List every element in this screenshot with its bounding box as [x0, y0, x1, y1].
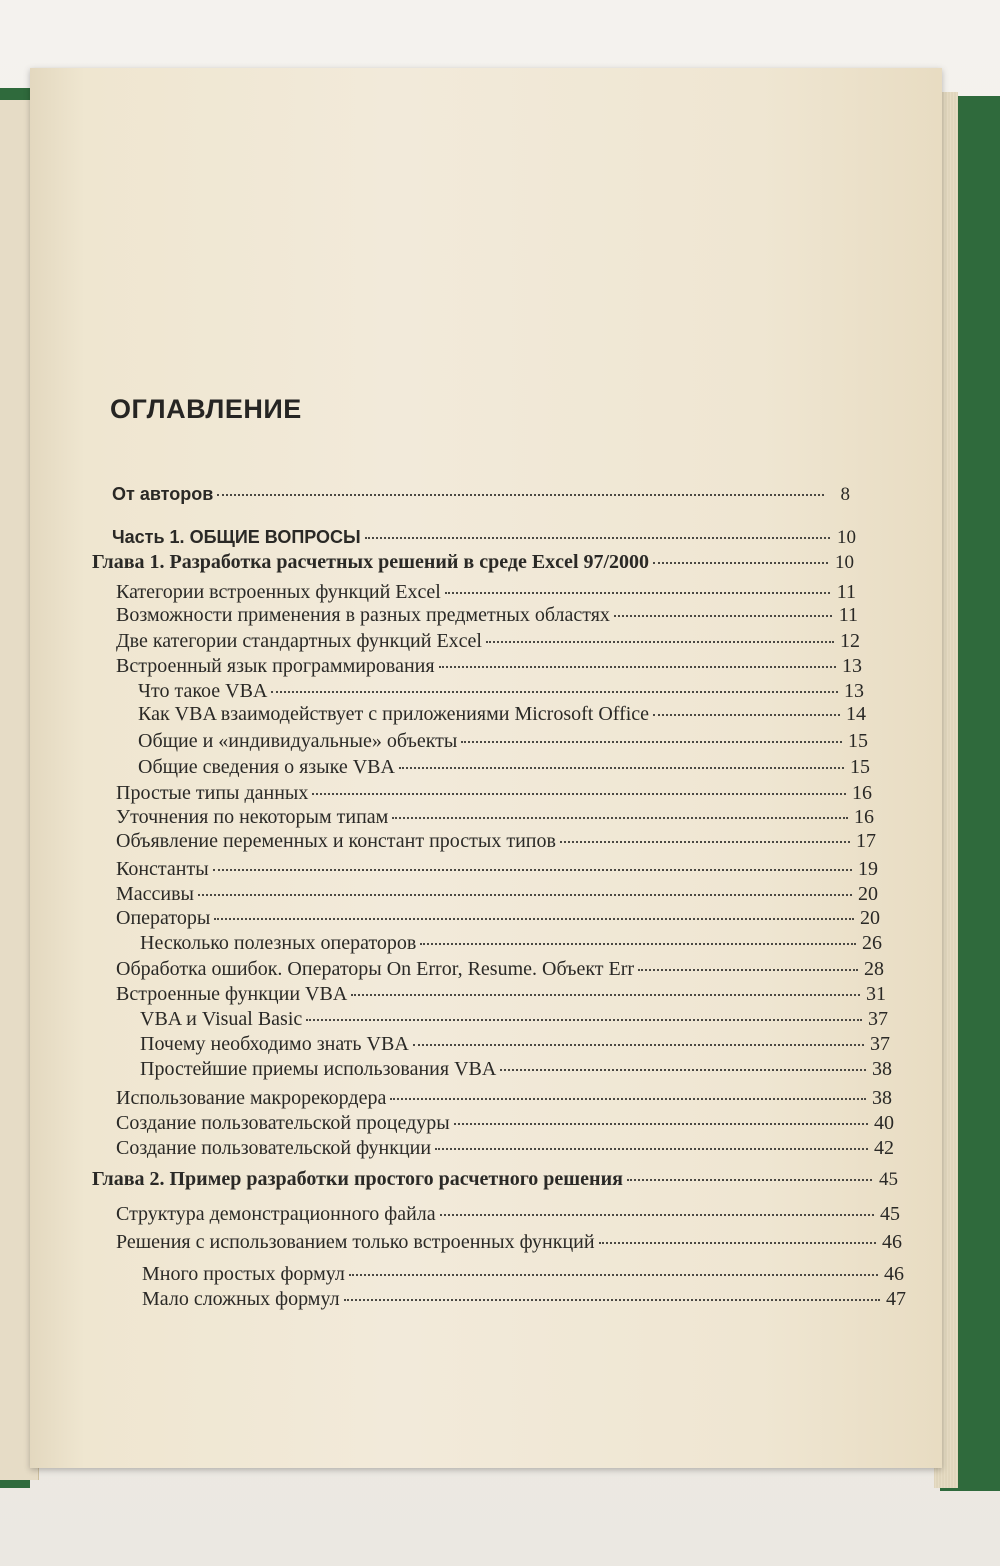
- toc-entry-title: Часть 1. ОБЩИЕ ВОПРОСЫ: [112, 527, 361, 547]
- toc-leader: [638, 969, 858, 971]
- toc-chapter: [92, 1168, 898, 1194]
- toc-leader: [198, 894, 852, 896]
- toc-entry-page: 10: [835, 552, 854, 573]
- toc-entry-title: Создание пользовательской функции: [116, 1137, 432, 1159]
- toc-entry-title: Несколько полезных операторов: [140, 932, 417, 954]
- toc-entry: [116, 883, 878, 909]
- toc-leader: [439, 666, 836, 668]
- toc-entry: [116, 830, 876, 856]
- toc-subentry: [138, 703, 866, 729]
- toc-subentry: [140, 1008, 888, 1034]
- toc-entry-title: Две категории стандартных функций Excel: [116, 630, 482, 652]
- toc-entry-title: Встроенные функции VBA: [116, 983, 348, 1005]
- toc-subentry: [140, 1058, 892, 1084]
- toc-entry-page: 16: [854, 806, 874, 828]
- toc-entry-page: 42: [874, 1137, 894, 1159]
- toc-entry-title: От авторов: [112, 484, 214, 504]
- toc-entry-title: Глава 1. Разработка расчетных решений в среде Excel 97/2000: [92, 551, 650, 573]
- toc-entry: [116, 655, 862, 681]
- toc-entry: [116, 958, 884, 984]
- toc-entry-page: 19: [858, 858, 878, 880]
- toc-entry: [116, 1203, 900, 1229]
- toc-leader: [599, 1242, 876, 1244]
- toc-entry-title: Операторы: [116, 907, 211, 929]
- toc-entry-title: Встроенный язык программирования: [116, 655, 435, 677]
- toc-entry-page: 45: [879, 1169, 898, 1190]
- toc-leader: [500, 1069, 866, 1071]
- toc-leader: [435, 1148, 868, 1150]
- toc-leader: [413, 1044, 864, 1046]
- toc-entry: [116, 1087, 892, 1113]
- toc-entry: [116, 806, 874, 832]
- toc-leader: [560, 841, 850, 843]
- toc-entry-title: Простые типы данных: [116, 782, 309, 804]
- toc-entry-page: 13: [844, 680, 864, 702]
- toc-leader: [486, 641, 834, 643]
- toc-entry-title: Как VBA взаимодействует с приложениями Microsoft Office: [138, 703, 650, 725]
- toc-heading: ОГЛАВЛЕНИЕ: [110, 394, 302, 424]
- toc-entry-page: 12: [840, 630, 860, 652]
- toc-entry-page: 17: [856, 830, 876, 852]
- toc-entry-title: Возможности применения в разных предметных областях: [116, 604, 610, 626]
- toc-entry-page: 45: [880, 1203, 900, 1225]
- toc-entry-page: 11: [838, 604, 858, 626]
- toc-leader: [344, 1299, 880, 1301]
- toc-entry-page: 47: [886, 1288, 906, 1310]
- toc-entry: [112, 484, 850, 510]
- toc-entry-page: 28: [864, 958, 884, 980]
- toc-entry-title: Что такое VBA: [138, 680, 268, 702]
- toc-subentry: [142, 1288, 906, 1314]
- toc-leader: [461, 741, 842, 743]
- toc-leader: [312, 793, 846, 795]
- toc-leader: [213, 869, 852, 871]
- toc-entry: [116, 782, 872, 808]
- toc-leader: [390, 1098, 866, 1100]
- toc-entry-title: Создание пользовательской процедуры: [116, 1112, 450, 1134]
- toc-leader: [399, 767, 844, 769]
- toc-entry-page: 16: [852, 782, 872, 804]
- toc-leader: [214, 918, 854, 920]
- toc-entry-page: 11: [836, 581, 856, 603]
- toc-entry: [116, 907, 880, 933]
- toc-leader: [614, 615, 832, 617]
- toc-entry-page: 13: [842, 655, 862, 677]
- toc-entry-title: Константы: [116, 858, 209, 880]
- toc-entry-title: Много простых формул: [142, 1263, 345, 1285]
- toc-entry: [116, 630, 860, 656]
- toc-entry-page: 37: [868, 1008, 888, 1030]
- toc-entry: [116, 604, 858, 630]
- toc-leader: [217, 494, 824, 496]
- toc-leader: [653, 714, 840, 716]
- toc-leader: [445, 592, 830, 594]
- toc-entry-title: Категории встроенных функций Excel: [116, 581, 441, 603]
- toc-leader: [349, 1274, 878, 1276]
- toc-entry-title: Общие и «индивидуальные» объекты: [138, 730, 458, 752]
- toc-entry-title: Почему необходимо знать VBA: [140, 1033, 409, 1055]
- toc-subentry: [138, 730, 868, 756]
- toc-leader: [351, 994, 860, 996]
- toc-entry-page: 20: [860, 907, 880, 929]
- toc-entry-page: 31: [866, 983, 886, 1005]
- toc-leader: [306, 1019, 862, 1021]
- toc-entry-page: 14: [846, 703, 866, 725]
- toc-leader: [392, 817, 848, 819]
- toc-entry-title: Массивы: [116, 883, 194, 905]
- toc-entry-page: 10: [837, 527, 856, 548]
- toc-part: [112, 527, 856, 553]
- toc-entry-title: Уточнения по некоторым типам: [116, 806, 389, 828]
- toc-entry-page: 40: [874, 1112, 894, 1134]
- toc-entry: [116, 983, 886, 1009]
- toc-subentry: [140, 932, 882, 958]
- toc-leader: [454, 1123, 868, 1125]
- toc-entry: [116, 858, 878, 884]
- toc-entry-title: Глава 2. Пример разработки простого расчетного решения: [92, 1168, 623, 1190]
- toc-leader: [420, 943, 856, 945]
- toc-leader: [271, 691, 838, 693]
- toc-entry-page: 46: [884, 1263, 904, 1285]
- toc-entry-page: 38: [872, 1087, 892, 1109]
- toc-entry-title: Обработка ошибок. Операторы On Error, Resume. Объект Err: [116, 958, 635, 980]
- toc-entry-title: Общие сведения о языке VBA: [138, 756, 395, 778]
- toc-entry-title: Простейшие приемы использования VBA: [140, 1058, 497, 1080]
- toc-entry-page: 46: [882, 1231, 902, 1253]
- toc-entry: [116, 1231, 902, 1257]
- toc-entry-page: 15: [850, 756, 870, 778]
- toc-entry: [116, 1137, 894, 1163]
- toc-chapter: [92, 551, 854, 577]
- toc-leader: [440, 1214, 874, 1216]
- toc-entry-page: 37: [870, 1033, 890, 1055]
- toc-entry: [116, 1112, 894, 1138]
- toc-entry-page: 26: [862, 932, 882, 954]
- toc-entry-page: 20: [858, 883, 878, 905]
- toc-entry-title: Использование макрорекордера: [116, 1087, 387, 1109]
- toc-leader: [365, 537, 830, 539]
- toc-subentry: [142, 1263, 904, 1289]
- toc-leader: [653, 562, 828, 564]
- toc-entry-title: Объявление переменных и констант простых типов: [116, 830, 556, 852]
- toc-entry-page: 38: [872, 1058, 892, 1080]
- toc-entry-page: 8: [840, 484, 850, 505]
- toc-entry-title: Структура демонстрационного файла: [116, 1203, 436, 1225]
- toc-entry-title: Мало сложных формул: [142, 1288, 340, 1310]
- toc-leader: [627, 1179, 872, 1181]
- toc-subentry: [138, 756, 870, 782]
- toc-entry-title: VBA и Visual Basic: [140, 1008, 303, 1030]
- toc-entry-title: Решения с использованием только встроенных функций: [116, 1231, 595, 1253]
- toc-entry-page: 15: [848, 730, 868, 752]
- toc-subentry: [140, 1033, 890, 1059]
